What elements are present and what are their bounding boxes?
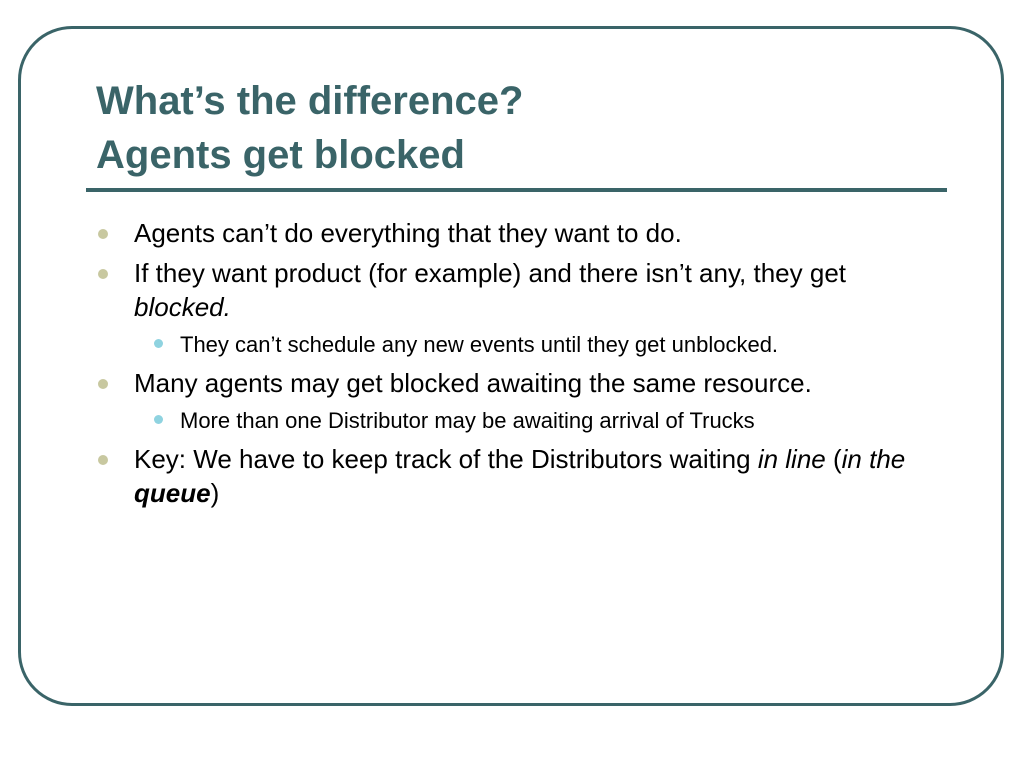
sub-bullet-text: More than one Distributor may be awaiting arrival of Trucks bbox=[180, 408, 755, 433]
bullet-text-italic: in the bbox=[841, 444, 906, 474]
bullet-text: Key: We have to keep track of the Distributors waiting bbox=[134, 444, 758, 474]
bullet-text-italic: in line bbox=[757, 444, 826, 474]
title-line-1: What’s the difference? bbox=[96, 79, 524, 123]
bullet-list bbox=[96, 216, 946, 516]
bullet-text-paren-close: ) bbox=[210, 478, 220, 508]
sub-bullet-dot-icon bbox=[154, 415, 163, 424]
bullet-text-paren-open: ( bbox=[825, 444, 842, 474]
bullet-text-italic: blocked. bbox=[134, 292, 231, 322]
sub-bullet-item-3-1 bbox=[96, 406, 946, 436]
bullet-dot-icon bbox=[98, 455, 108, 465]
title-line-2: Agents get blocked bbox=[96, 133, 465, 177]
bullet-dot-icon bbox=[98, 229, 108, 239]
bullet-dot-icon bbox=[98, 379, 108, 389]
title-divider bbox=[86, 188, 947, 192]
sub-bullet-dot-icon bbox=[154, 339, 163, 348]
bullet-item-3 bbox=[96, 366, 946, 400]
bullet-item-2 bbox=[96, 256, 946, 324]
bullet-text-bold-italic: queue bbox=[134, 478, 211, 508]
bullet-dot-icon bbox=[98, 269, 108, 279]
sub-bullet-item-2-1 bbox=[96, 330, 946, 360]
bullet-text: Many agents may get blocked awaiting the same resource. bbox=[134, 368, 812, 398]
bullet-text: Agents can’t do everything that they want to do. bbox=[134, 218, 682, 248]
bullet-text: If they want product (for example) and there isn’t any, they get bbox=[134, 258, 847, 288]
sub-bullet-text: They can’t schedule any new events until they get unblocked. bbox=[180, 332, 779, 357]
bullet-item-1 bbox=[96, 216, 946, 250]
bullet-item-4 bbox=[96, 442, 946, 510]
slide-title bbox=[96, 74, 523, 182]
